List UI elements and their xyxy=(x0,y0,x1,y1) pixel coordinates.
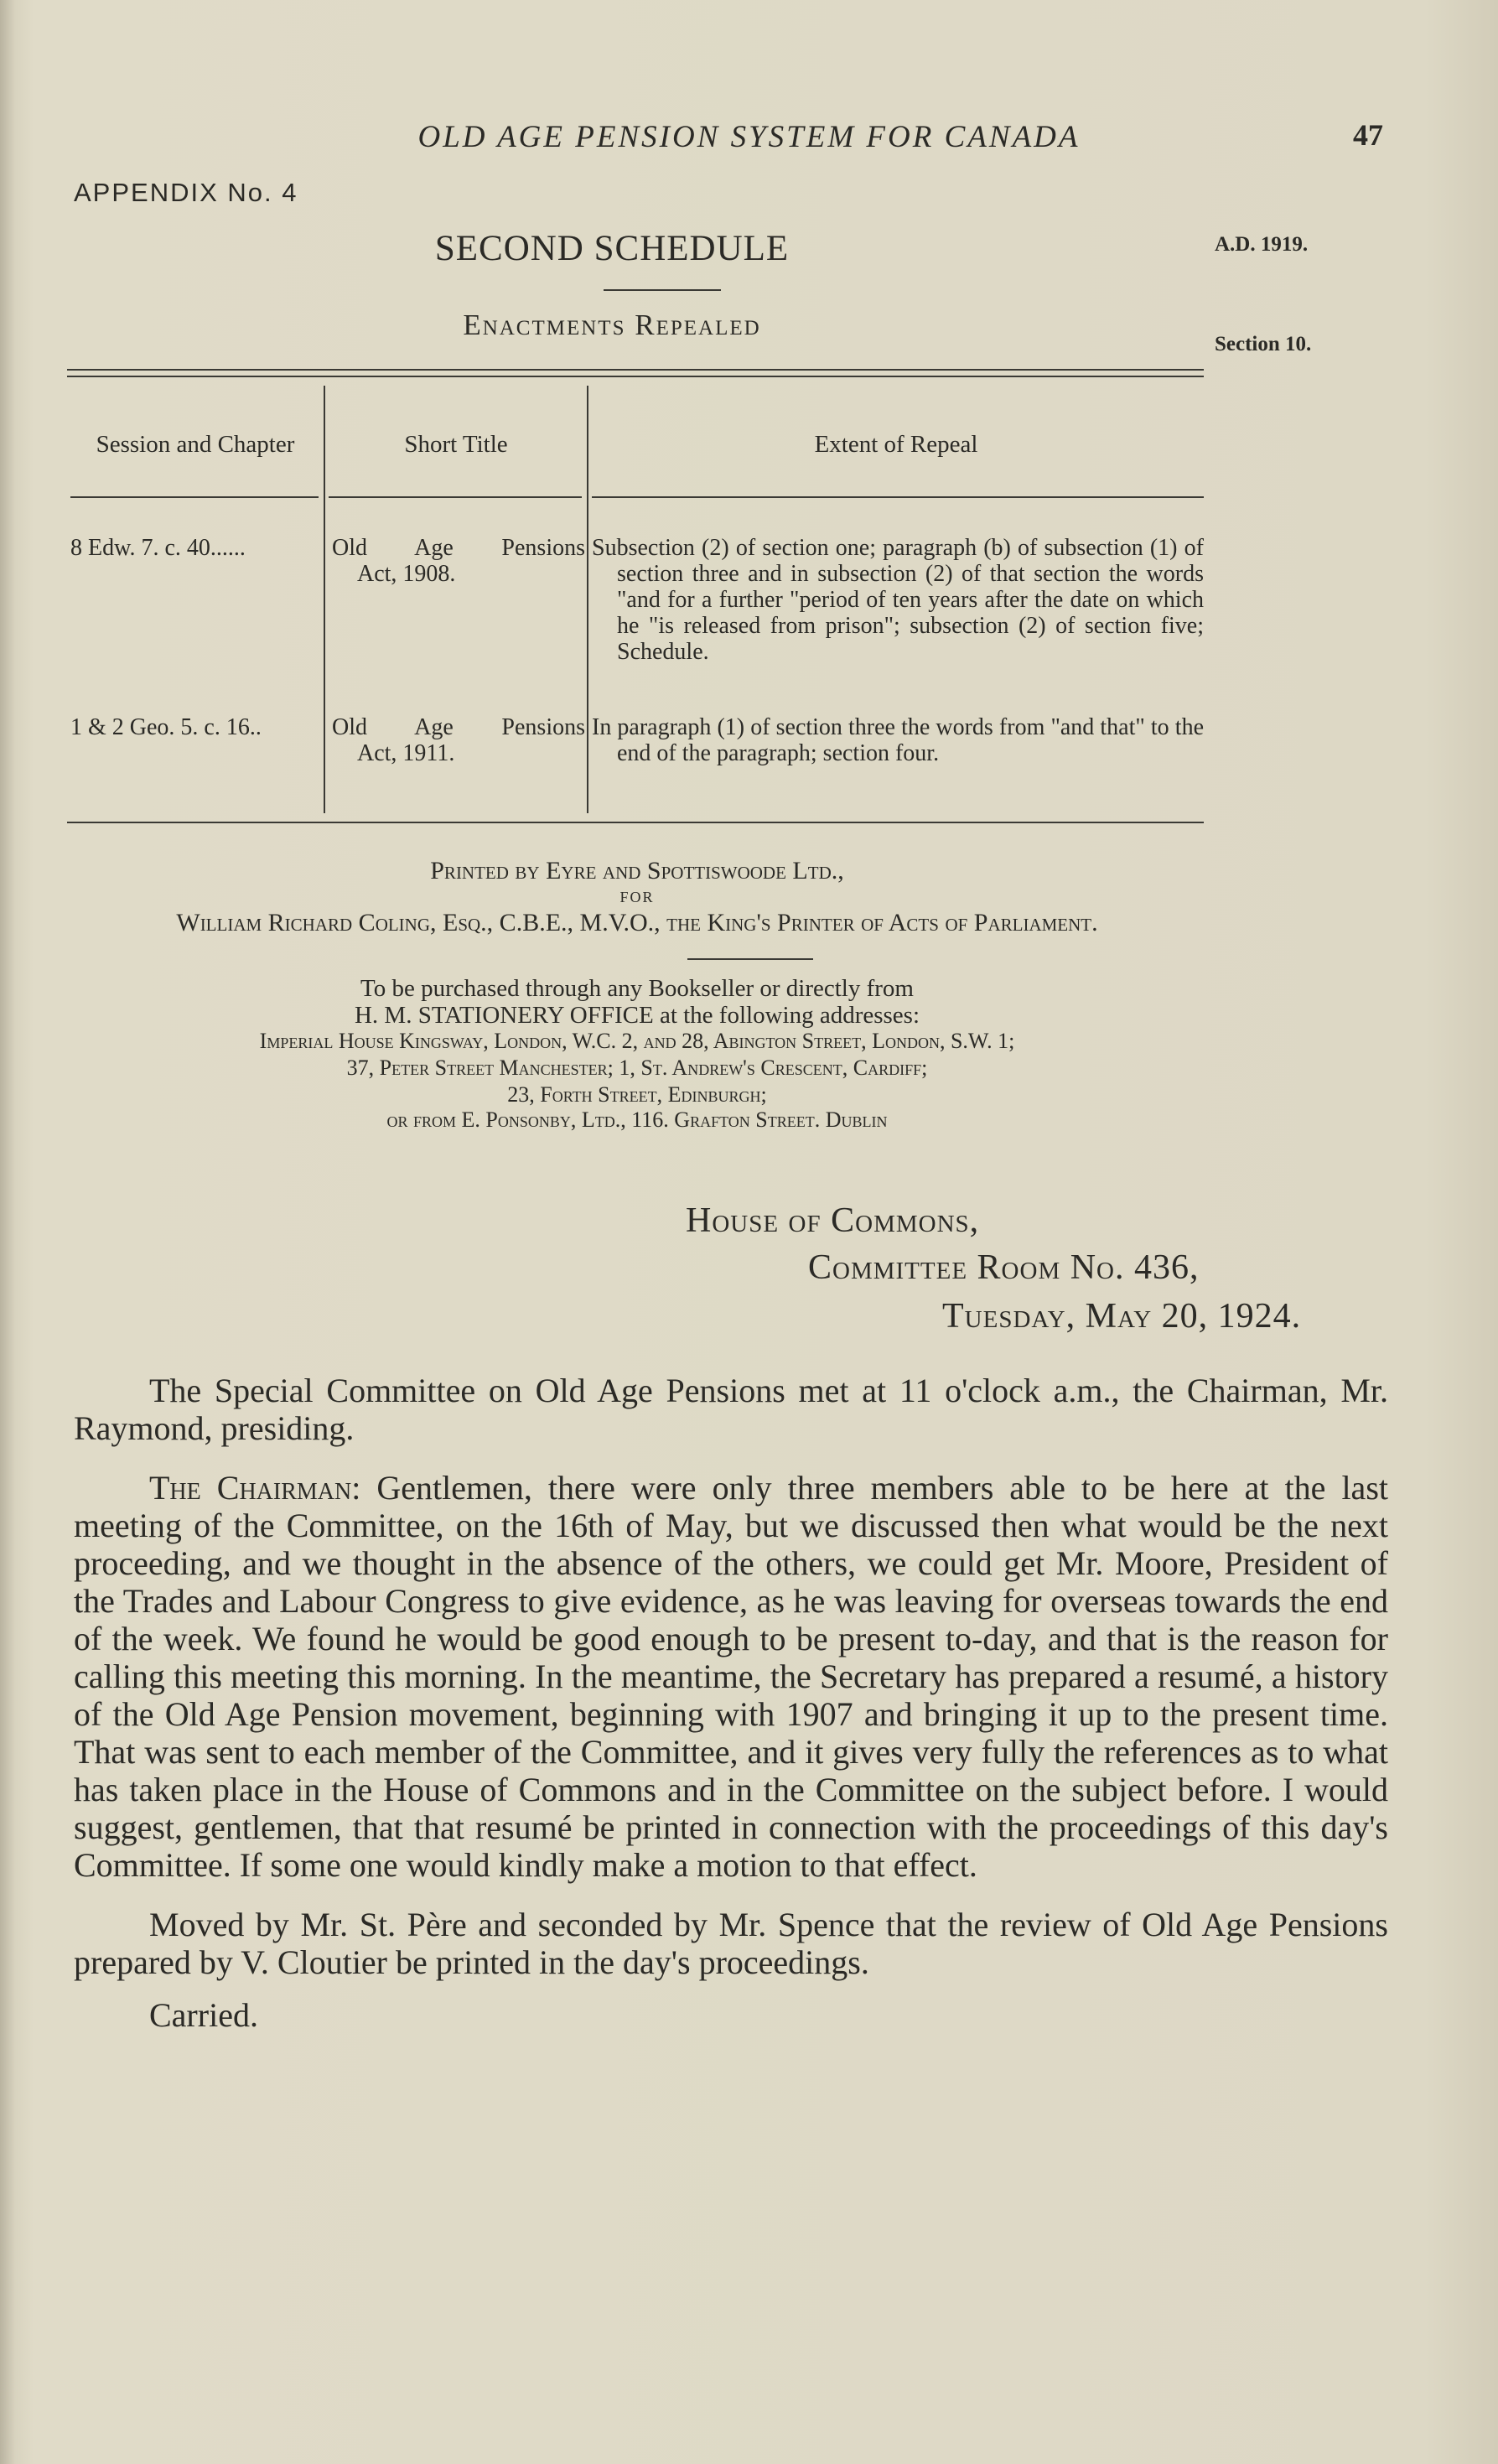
title-divider xyxy=(604,289,721,291)
row1-chapter: 8 Edw. 7. c. 40...... xyxy=(70,535,246,561)
meeting-date: Tuesday, May 20, 1924. xyxy=(942,1297,1302,1336)
paragraph-carried: Carried. xyxy=(149,1996,258,2034)
kings-printer-line: William Richard Coling, Esq., C.B.E., M.V.O., the King's Printer of Acts of Parliament. xyxy=(176,909,1098,936)
paragraph-chairman xyxy=(74,1469,1388,1884)
row2-short-title xyxy=(332,714,585,766)
committee-room: Committee Room No. 436, xyxy=(808,1248,1200,1287)
row1-extent xyxy=(592,535,1204,665)
row1-extent-text: Subsection (2) of section one; paragraph (b) of subsection (1) of section three and in subsection (2) of that section the words "and for a further "period of ten years after the date on which he "is released from prison"; subsection (2) of section five; Schedule. xyxy=(592,535,1204,665)
address-line: Imperial House Kingsway, London, W.C. 2, and 28, Abington Street, London, S.W. 1; xyxy=(259,1029,1015,1053)
meeting-location: House of Commons, xyxy=(686,1201,980,1240)
minutes-body xyxy=(74,1372,1388,2034)
table-top-rule xyxy=(67,369,1204,377)
imprint-divider xyxy=(687,958,813,960)
running-title: OLD AGE PENSION SYSTEM FOR CANADA xyxy=(417,120,1081,154)
section-reference: Section 10. xyxy=(1215,333,1312,355)
row1-title-line2: Act, 1908. xyxy=(357,561,456,587)
address-line: 37, Peter Street Manchester; 1, St. Andrew's Crescent, Cardiff; xyxy=(346,1056,928,1080)
header-underline xyxy=(592,496,1204,498)
column-header-extent: Extent of Repeal xyxy=(814,431,978,458)
row2-chapter: 1 & 2 Geo. 5. c. 16.. xyxy=(70,714,262,740)
stationery-office-line: H. M. STATIONERY OFFICE at the following addresses: xyxy=(354,1002,920,1029)
row2-title-line1: Old Age Pensions xyxy=(332,714,585,740)
schedule-subtitle: Enactments Repealed xyxy=(463,309,761,341)
year-label: A.D. 1919. xyxy=(1215,233,1309,256)
address-line: 23, Forth Street, Edinburgh; xyxy=(507,1082,767,1107)
schedule-title: SECOND SCHEDULE xyxy=(434,229,790,268)
header-underline xyxy=(70,496,319,498)
chairman-remarks: Gentlemen, there were only three members able to be here at the last meeting of the Committee, on the 16th of May, but we discussed then what would be the next proceeding, and we thought in the absence of the others, we could get Mr. Moore, President of the Trades and Labour Congress to give evidence, as he was leaving for overseas towards the end of the week. We found he would be good enough to be present to-day, and that is the reason for calling this meeting this morning. In the meantime, the Secretary has prepared a resumé, a history of the Old Age Pension movement, beginning with 1907 and bringing it up to the present time. That was sent to each member of the Committee, and it gives very fully the references as to what has taken place in the House of Commons and in the Committee on the subject before. I would suggest, gentlemen, that that resumé be printed in connection with the proceedings of this day's Committee. If some one would kindly make a motion to that effect. xyxy=(74,1469,1388,1884)
header-underline xyxy=(329,496,582,498)
row1-title-line1: Old Age Pensions xyxy=(332,535,585,561)
purchase-line: To be purchased through any Bookseller or directly from xyxy=(360,975,914,1002)
row2-extent-text: In paragraph (1) of section three the words from "and that" to the end of the paragraph; section four. xyxy=(592,714,1204,766)
table-bottom-rule xyxy=(67,822,1204,823)
column-header-title: Short Title xyxy=(404,431,508,458)
row1-short-title xyxy=(332,535,585,587)
printer-line: Printed by Eyre and Spottiswoode Ltd., xyxy=(430,857,844,884)
row2-title-line2: Act, 1911. xyxy=(357,740,455,766)
appendix-label: APPENDIX No. 4 xyxy=(74,178,298,207)
speaker-name: The Chairman: xyxy=(149,1469,361,1507)
column-header-session: Session and Chapter xyxy=(96,431,295,458)
paragraph-motion: Moved by Mr. St. Père and seconded by Mr. Spence that the review of Old Age Pensions prepared by V. Cloutier be printed in the day's proceedings. xyxy=(74,1906,1388,1981)
row2-extent xyxy=(592,714,1204,766)
address-line: or from E. Ponsonby, Ltd., 116. Grafton Street. Dublin xyxy=(386,1108,888,1132)
paragraph-opening: The Special Committee on Old Age Pensions met at 11 o'clock a.m., the Chairman, Mr. Raymond, presiding. xyxy=(74,1372,1388,1447)
page-number: 47 xyxy=(1353,118,1383,152)
printer-for: FOR xyxy=(619,889,655,905)
